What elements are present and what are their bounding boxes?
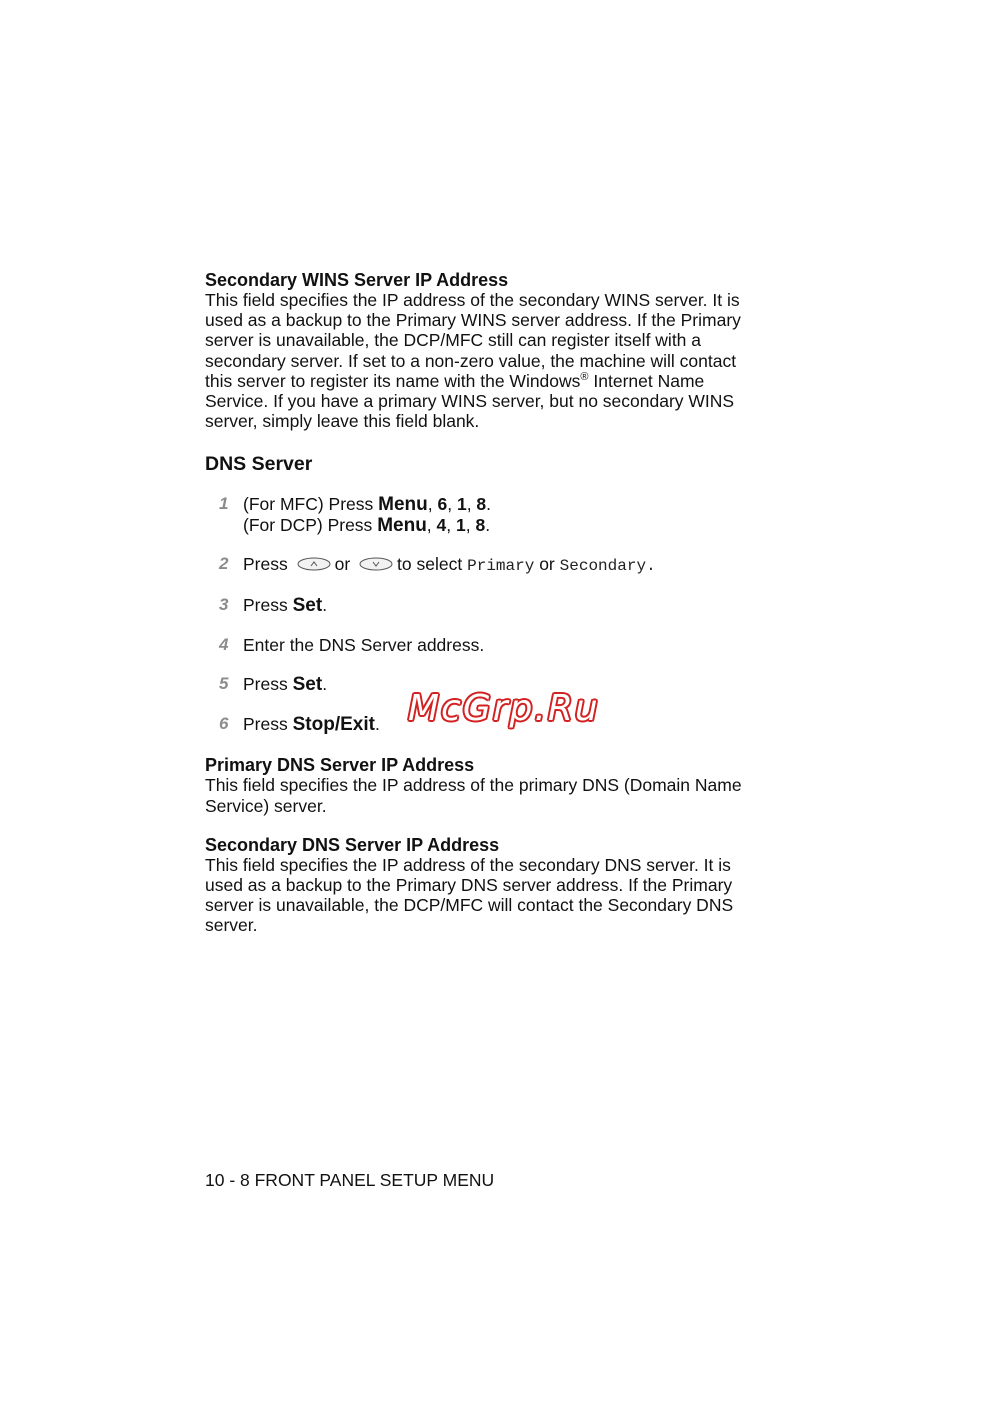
secondary-wins-description	[205, 290, 765, 431]
step-1-dcp-line: (For DCP) Press Menu, 4, 1, 8.	[243, 515, 491, 537]
menu-key-label: Menu	[377, 515, 427, 537]
page-content	[205, 270, 765, 936]
step-text: Press	[243, 674, 293, 695]
section-title-primary-dns: Primary DNS Server IP Address	[205, 755, 475, 776]
step-number: 3	[219, 595, 229, 615]
key-label: 1	[456, 515, 466, 536]
step-number: 6	[219, 714, 229, 734]
key-label: 8	[475, 515, 486, 536]
step-text: (For MFC) Press	[243, 494, 379, 515]
key-label: 8	[476, 494, 487, 515]
secondary-wins-text-1: This field specifies the IP address of the secondary WINS server. It is used as a backup to the Primary WINS server address. If the Primary server is unavailable, the DCP/MFC still can register itself with a secondary server. If set to a non-zero value, the machine will contact this server to register its name with the Windows	[205, 290, 741, 391]
page-footer: 10 - 8 FRONT PANEL SETUP MENU	[205, 1170, 495, 1190]
step-text: Press	[243, 554, 288, 575]
down-arrow-key-icon	[359, 557, 393, 571]
step-6: 6 Press Stop/Exit.	[219, 714, 380, 736]
set-key-label: Set	[292, 595, 323, 617]
step-text: (For DCP) Press	[243, 515, 378, 536]
secondary-wins-text-2: Internet Name Service. If you have a primary WINS server, but no secondary WINS server, simply leave this field blank.	[205, 370, 735, 432]
option-secondary: Secondary	[559, 557, 647, 576]
step-text: to select	[397, 554, 463, 575]
step-text: Press	[243, 595, 293, 616]
section-title-secondary-wins: Secondary WINS Server IP Address	[205, 270, 509, 290]
registered-mark: ®	[580, 370, 589, 383]
step-5: 5 Press Set.	[219, 674, 328, 696]
section-title-dns-server: DNS Server	[205, 453, 313, 476]
primary-dns-description: This field specifies the IP address of the primary DNS (Domain Name Service) server.	[205, 775, 742, 816]
up-arrow-key-icon	[297, 557, 331, 571]
step-text: or	[334, 554, 351, 575]
section-title-secondary-dns: Secondary DNS Server IP Address	[205, 834, 500, 855]
step-number: 4	[219, 635, 229, 655]
key-label: 4	[436, 515, 447, 536]
step-1-mfc-line: (For MFC) Press Menu, 6, 1, 8.	[243, 494, 492, 516]
step-text: Press	[243, 714, 293, 735]
secondary-dns-description: This field specifies the IP address of the secondary DNS server. It is used as a backup to the Primary DNS server address. If the Primary server is unavailable, the DCP/MFC will contact the Secondary DNS server.	[205, 854, 734, 936]
step-number: 5	[219, 674, 229, 694]
step-number: 2	[219, 554, 229, 574]
stop-exit-key-label: Stop/Exit	[292, 714, 375, 736]
step-2: 2 Press or to select Primary or Secondary.	[219, 554, 656, 576]
watermark-logo: McGrp.Ru	[408, 688, 600, 729]
step-text: Enter the DNS Server address.	[243, 635, 485, 656]
key-label: 6	[437, 494, 448, 515]
set-key-label: Set	[292, 674, 323, 696]
key-label: 1	[456, 494, 467, 515]
step-4	[205, 635, 765, 655]
step-3: 3 Press Set.	[219, 595, 328, 617]
step-number: 1	[219, 494, 229, 514]
step-text: or	[539, 554, 555, 575]
menu-key-label: Menu	[378, 494, 428, 516]
step-1	[205, 494, 765, 536]
option-primary: Primary	[467, 557, 535, 576]
